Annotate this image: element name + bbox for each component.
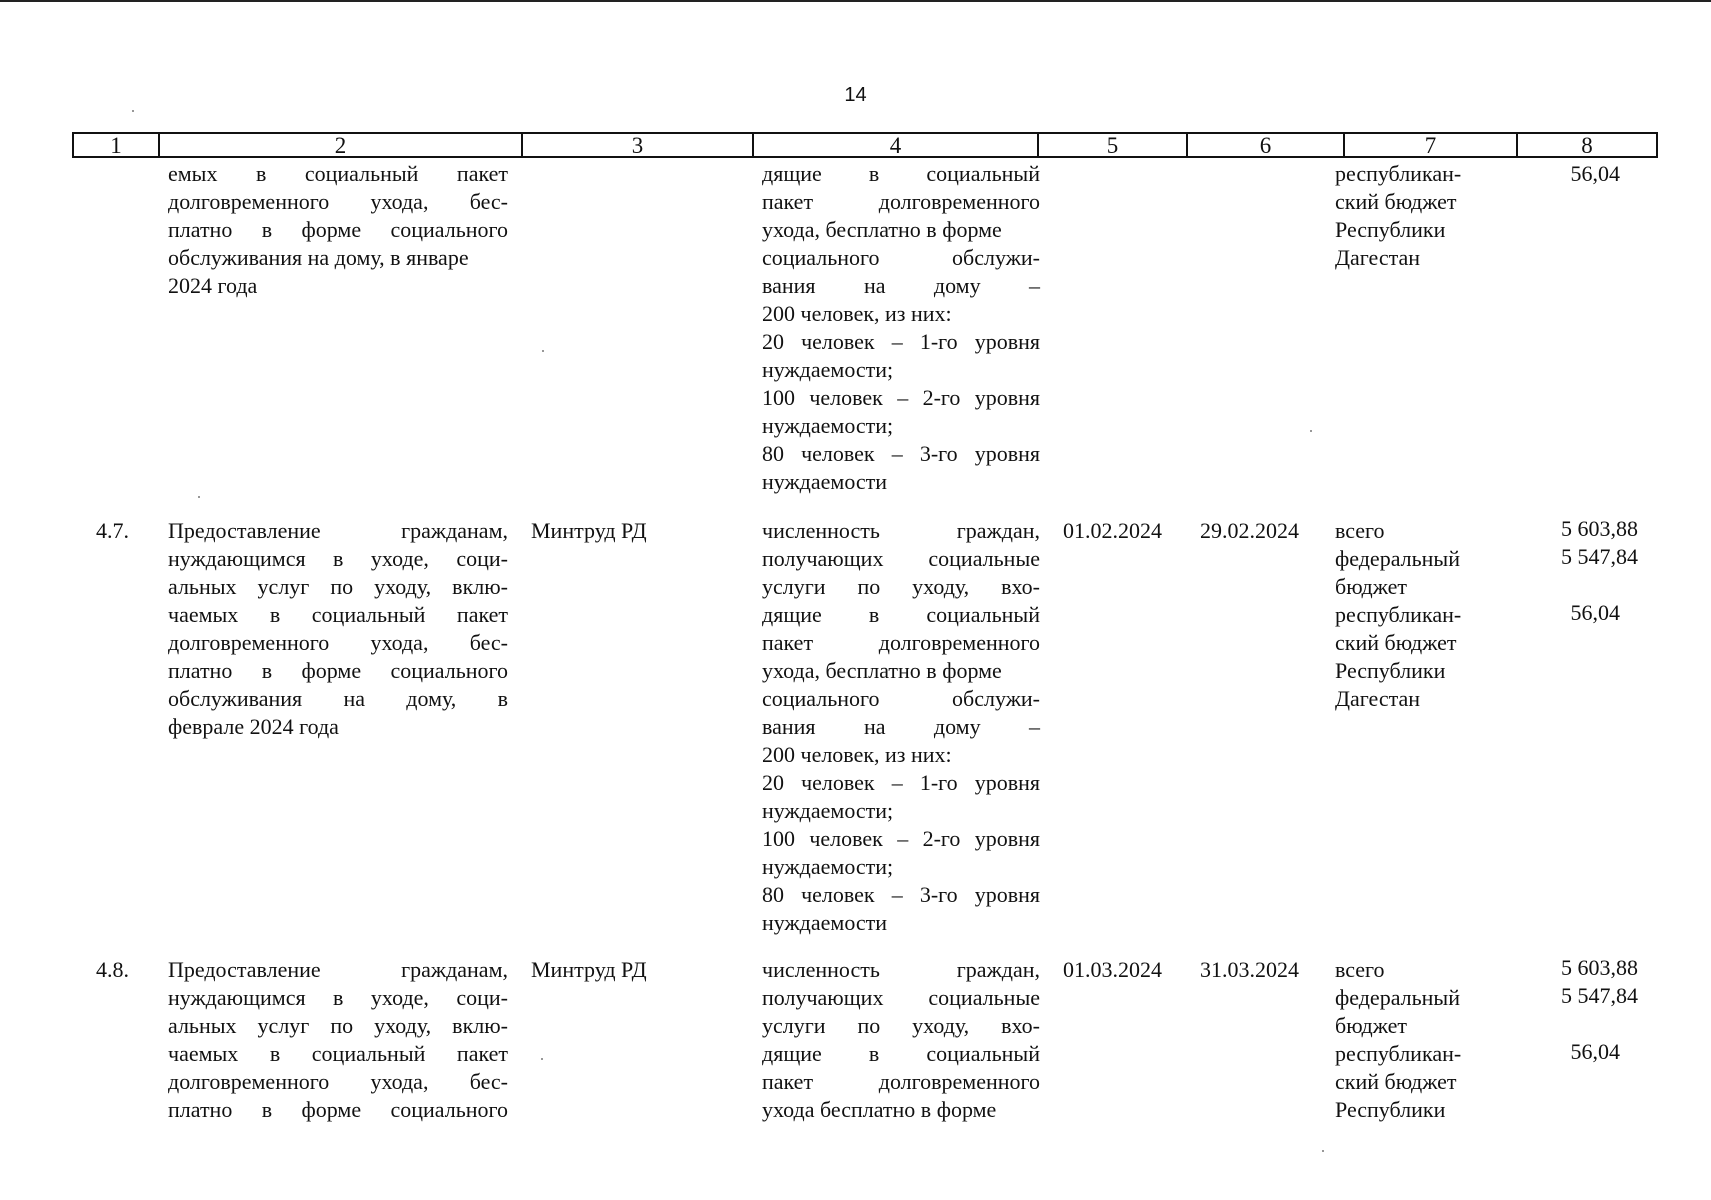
indicator-line: 100 человек – 2-го уровня	[762, 826, 1040, 851]
header-col-8: 8	[1581, 133, 1593, 158]
cont-indicator-line: нуждаемости	[762, 469, 888, 494]
measure-line: альных услуг по уходу, вклю-	[168, 574, 508, 599]
scan-speck	[1310, 430, 1312, 432]
end-date: 31.03.2024	[1200, 957, 1299, 982]
indicator-line: численность граждан,	[762, 957, 1040, 982]
cont-indicator-line: пакет долговременного	[762, 189, 1040, 214]
amount-federal: 5 547,84	[1561, 983, 1638, 1008]
cont-source-line: Республики	[1335, 217, 1446, 242]
measure-line: платно в форме социального	[168, 658, 508, 683]
cont-indicator-line: нуждаемости;	[762, 357, 894, 382]
cont-indicator-line: нуждаемости;	[762, 413, 894, 438]
funding-source-line: Дагестан	[1335, 686, 1421, 711]
funding-source-line: всего	[1335, 518, 1385, 543]
cont-amount: 56,04	[1570, 161, 1620, 186]
cont-indicator-line: 200 человек, из них:	[762, 301, 952, 326]
responsible-party: Минтруд РД	[531, 518, 647, 543]
cont-indicator-line: 80 человек – 3-го уровня	[762, 441, 1040, 466]
end-date: 29.02.2024	[1200, 518, 1299, 543]
measure-line: долговременного ухода, бес-	[168, 1069, 508, 1094]
row-number: 4.7.	[96, 518, 129, 543]
indicator-line: дящие в социальный	[762, 1041, 1040, 1066]
funding-source-line: бюджет	[1335, 574, 1407, 599]
funding-source-line: Республики	[1335, 658, 1446, 683]
indicator-line: социального обслужи-	[762, 686, 1040, 711]
header-col-7: 7	[1345, 134, 1518, 156]
amount-total: 5 603,88	[1561, 955, 1638, 980]
indicator-line: вания на дому –	[762, 714, 1040, 739]
scan-speck	[542, 350, 544, 352]
amount-republican: 56,04	[1570, 600, 1620, 625]
indicator-line: пакет долговременного	[762, 1069, 1040, 1094]
scan-speck	[132, 110, 134, 112]
cont-measure-line: емых в социальный пакет	[168, 161, 508, 186]
responsible-party: Минтруд РД	[531, 957, 647, 982]
table-header-row	[72, 132, 1658, 158]
indicator-line: услуги по уходу, вхо-	[762, 574, 1040, 599]
measure-line: альных услуг по уходу, вклю-	[168, 1013, 508, 1038]
amount-republican: 56,04	[1570, 1039, 1620, 1064]
indicator-line: 80 человек – 3-го уровня	[762, 882, 1040, 907]
header-col-3: 3	[523, 134, 754, 156]
indicator-line: ухода, бесплатно в форме	[762, 658, 1002, 683]
funding-source-line: Республики	[1335, 1097, 1446, 1122]
measure-line: нуждающимся в уходе, соци-	[168, 546, 508, 571]
funding-source-line: ский бюджет	[1335, 1069, 1457, 1094]
cont-source-line: ский бюджет	[1335, 189, 1457, 214]
cont-indicator-line: дящие в социальный	[762, 161, 1040, 186]
cont-indicator-line: социального обслужи-	[762, 245, 1040, 270]
header-col-1: 1	[74, 134, 160, 156]
funding-source-line: федеральный	[1335, 985, 1460, 1010]
indicator-line: ухода бесплатно в форме	[762, 1097, 997, 1122]
measure-line: феврале 2024 года	[168, 714, 339, 739]
header-col-5: 5	[1039, 134, 1188, 156]
indicator-line: 20 человек – 1-го уровня	[762, 770, 1040, 795]
scan-edge-line	[0, 0, 1711, 2]
indicator-line: получающих социальные	[762, 985, 1040, 1010]
cont-measure-line: платно в форме социального	[168, 217, 508, 242]
indicator-line: 200 человек, из них:	[762, 742, 952, 767]
amount-total: 5 603,88	[1561, 516, 1638, 541]
indicator-line: пакет долговременного	[762, 630, 1040, 655]
indicator-line: услуги по уходу, вхо-	[762, 1013, 1040, 1038]
measure-line: обслуживания на дому, в	[168, 686, 508, 711]
cont-source-line: республикан-	[1335, 161, 1462, 186]
measure-line: чаемых в социальный пакет	[168, 1041, 508, 1066]
scan-speck	[198, 496, 200, 498]
amount-federal: 5 547,84	[1561, 544, 1638, 569]
cont-indicator-line: 100 человек – 2-го уровня	[762, 385, 1040, 410]
measure-line: долговременного ухода, бес-	[168, 630, 508, 655]
indicator-line: получающих социальные	[762, 546, 1040, 571]
header-col-2: 2	[160, 134, 523, 156]
scan-speck	[1322, 1150, 1324, 1152]
funding-source-line: республикан-	[1335, 602, 1462, 627]
measure-line: нуждающимся в уходе, соци-	[168, 985, 508, 1010]
indicator-line: нуждаемости;	[762, 854, 894, 879]
measure-line: Предоставление гражданам,	[168, 518, 508, 543]
start-date: 01.02.2024	[1063, 518, 1162, 543]
cont-indicator-line: 20 человек – 1-го уровня	[762, 329, 1040, 354]
indicator-line: численность граждан,	[762, 518, 1040, 543]
funding-source-line: ский бюджет	[1335, 630, 1457, 655]
indicator-line: нуждаемости;	[762, 798, 894, 823]
indicator-line: дящие в социальный	[762, 602, 1040, 627]
funding-source-line: федеральный	[1335, 546, 1460, 571]
page-number: 14	[844, 84, 867, 106]
measure-line: платно в форме социального	[168, 1097, 508, 1122]
measure-line: Предоставление гражданам,	[168, 957, 508, 982]
cont-source-line: Дагестан	[1335, 245, 1421, 270]
funding-source-line: республикан-	[1335, 1041, 1462, 1066]
header-col-6: 6	[1188, 134, 1345, 156]
cont-measure-line: долговременного ухода, бес-	[168, 189, 508, 214]
indicator-line: нуждаемости	[762, 910, 888, 935]
funding-source-line: бюджет	[1335, 1013, 1407, 1038]
start-date: 01.03.2024	[1063, 957, 1162, 982]
measure-line: чаемых в социальный пакет	[168, 602, 508, 627]
row-number: 4.8.	[96, 957, 129, 982]
funding-source-line: всего	[1335, 957, 1385, 982]
scan-speck	[541, 1058, 543, 1060]
cont-indicator-line: вания на дому –	[762, 273, 1040, 298]
cont-measure-line: обслуживания на дому, в январе	[168, 245, 469, 270]
cont-measure-line: 2024 года	[168, 273, 258, 298]
cont-indicator-line: ухода, бесплатно в форме	[762, 217, 1002, 242]
header-col-4: 4	[754, 134, 1039, 156]
